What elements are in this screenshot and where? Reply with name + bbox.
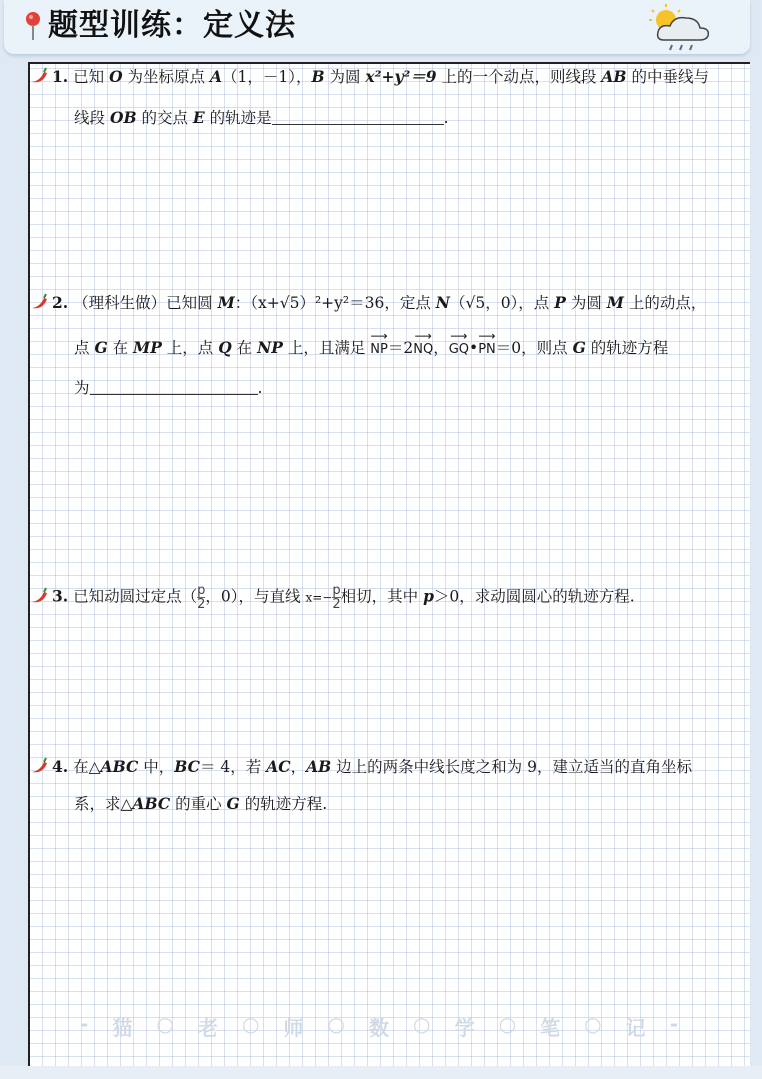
sun-behind-rain-cloud-icon [644, 2, 714, 54]
text: ＝2 [387, 339, 414, 357]
var: ABC [132, 794, 171, 813]
text: 的轨迹是 [204, 109, 272, 127]
text: 为坐标原点 [122, 68, 210, 86]
text: ， [290, 758, 307, 776]
text: 相切，其中 [340, 587, 424, 606]
question-1-line-2 [74, 106, 449, 128]
watermark-char: 猫 [112, 1016, 135, 1040]
text: 为圆 [324, 68, 366, 86]
map-pin-icon [22, 10, 44, 42]
text: 的交点 [136, 109, 193, 127]
text: ＝0，则点 [495, 339, 573, 357]
question-number: 2. [52, 293, 69, 312]
watermark-char: 师 [283, 1016, 306, 1040]
watermark-char: ○ [327, 1012, 347, 1036]
vector-nq: ⟶ NQ [413, 338, 433, 357]
watermark-char: ○ [156, 1012, 176, 1036]
chili-pepper-icon [30, 587, 50, 605]
bottom-strip [0, 1066, 762, 1079]
text: 中， [138, 758, 175, 776]
question-number: 3. [52, 586, 69, 606]
var: Q [218, 338, 232, 357]
watermark [80, 1012, 680, 1041]
watermark-char: 老 [197, 1016, 220, 1040]
grid-paper [28, 62, 750, 1069]
page-title: 题型训练：定义法 [48, 8, 296, 43]
var: MP [133, 338, 162, 357]
vector-pn: ⟶ PN [478, 338, 496, 357]
var: O [109, 67, 123, 86]
var: G [94, 338, 108, 357]
text: 的中垂线与 [626, 68, 709, 86]
var: BC [174, 757, 200, 776]
text: ，0），与直线 [205, 587, 306, 606]
var: G [572, 338, 586, 357]
chili-pepper-icon [30, 757, 50, 775]
watermark-char: ○ [498, 1012, 519, 1036]
chili-pepper-icon [30, 293, 50, 311]
question-2-line-3 [74, 376, 262, 398]
question-2-line-2 [74, 336, 668, 358]
var: p [423, 586, 434, 606]
text: 上的一个动点，则线段 [436, 68, 602, 86]
answer-blank[interactable] [272, 108, 444, 125]
text: 的重心 [170, 795, 227, 813]
var: AC [266, 757, 291, 776]
question-1 [30, 66, 730, 88]
watermark-char: 数 [369, 1016, 391, 1040]
text: 上的动点， [623, 294, 707, 312]
var: G [226, 794, 240, 813]
header-bar [4, 0, 750, 54]
equation: x²+y²＝9 [365, 67, 437, 86]
text: （1，－1）， [221, 68, 312, 86]
var: ABC [100, 757, 139, 776]
vector-np: ⟶ NP [370, 338, 388, 357]
var: P [554, 293, 566, 312]
denominator: 2 [197, 597, 206, 612]
var: OB [109, 108, 137, 127]
var: AB [601, 67, 627, 86]
text: （√5，0），点 [449, 294, 555, 312]
text: . [257, 379, 263, 397]
var: E [192, 108, 205, 127]
text: 在 [107, 339, 134, 357]
vector-gq: ⟶ GQ [449, 338, 469, 357]
watermark-char: ○ [241, 1012, 262, 1036]
text: 为圆 [565, 294, 607, 312]
question-2 [30, 292, 730, 314]
watermark-char: 记 [625, 1016, 648, 1040]
text: ＝ 4，若 [199, 758, 267, 776]
watermark-char: ○ [413, 1012, 433, 1036]
text: 为 [74, 379, 90, 397]
text: 点 [74, 339, 95, 357]
var: M [217, 293, 235, 312]
text: 的轨迹方程 [585, 339, 669, 357]
numerator: p [332, 583, 341, 598]
question-3 [30, 584, 730, 611]
text: . [443, 109, 449, 127]
text: 系，求△ [74, 795, 133, 813]
answer-blank[interactable] [90, 378, 258, 395]
text: 在△ [73, 758, 101, 776]
text: ：（x+√5）²+y²＝36，定点 [234, 294, 436, 312]
var: AB [306, 757, 332, 776]
text: 在 [231, 339, 258, 357]
watermark-char: 笔 [540, 1016, 563, 1040]
text: 线段 [74, 109, 110, 127]
denominator: 2 [332, 597, 341, 612]
fraction-p-over-2 [332, 584, 340, 611]
watermark-char: - [669, 1012, 680, 1036]
var: A [209, 67, 222, 86]
text: 已知动圆过定点（ [73, 587, 198, 606]
var: B [311, 67, 325, 86]
text: ， [433, 339, 449, 357]
question-4-line-2 [74, 792, 327, 814]
line-equation: x=− [305, 590, 333, 605]
question-number: 4. [52, 757, 69, 776]
var: M [606, 293, 624, 312]
text: 上，点 [161, 339, 219, 357]
text: 已知 [73, 68, 110, 86]
var: N [435, 293, 450, 312]
chili-pepper-icon [30, 67, 50, 85]
watermark-char: 学 [454, 1016, 477, 1040]
text: • [469, 339, 479, 357]
text: ＞0，求动圆圆心的轨迹方程. [433, 587, 635, 606]
watermark-char: - [80, 1012, 91, 1036]
text: 的轨迹方程. [239, 795, 328, 813]
question-4 [30, 756, 730, 778]
var: NP [257, 338, 283, 357]
question-number: 1. [52, 67, 69, 86]
text: （理科生做）已知圆 [73, 294, 218, 312]
text: 上，且满足 [282, 339, 371, 357]
numerator: p [197, 583, 206, 598]
watermark-char: ○ [584, 1012, 604, 1036]
text: 边上的两条中线长度之和为 9，建立适当的直角坐标 [331, 758, 692, 776]
